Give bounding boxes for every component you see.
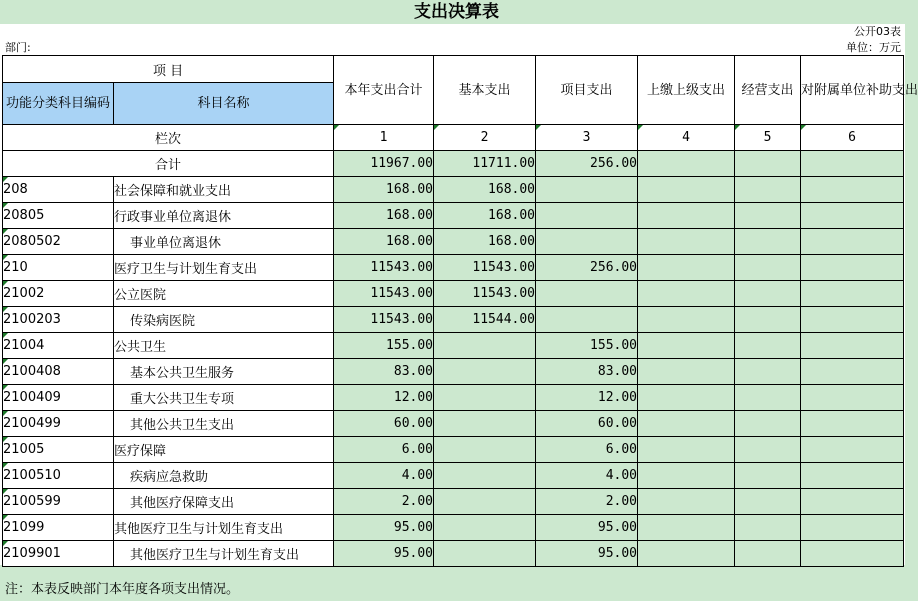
table-row bbox=[3, 281, 904, 307]
value-cell[interactable] bbox=[801, 333, 904, 359]
code-cell[interactable]: 2100599 bbox=[3, 489, 114, 515]
value-cell[interactable] bbox=[638, 411, 735, 437]
value-cell[interactable] bbox=[801, 255, 904, 281]
name-cell[interactable]: 医疗卫生与计划生育支出 bbox=[114, 255, 334, 281]
value-cell[interactable] bbox=[735, 281, 801, 307]
col-header-operating[interactable]: 经营支出 bbox=[735, 56, 801, 125]
form-id: 公开03表 bbox=[854, 25, 901, 38]
project-header[interactable]: 项 目 bbox=[3, 56, 334, 83]
value-cell[interactable]: 155.00 bbox=[334, 333, 434, 359]
col-header-project[interactable]: 项目支出 bbox=[536, 56, 638, 125]
name-cell[interactable]: 其他医疗卫生与计划生育支出 bbox=[114, 515, 334, 541]
value-cell[interactable] bbox=[801, 281, 904, 307]
value-cell[interactable] bbox=[434, 489, 536, 515]
total-cell[interactable] bbox=[801, 151, 904, 177]
code-cell[interactable]: 2109901 bbox=[3, 541, 114, 567]
value-cell[interactable] bbox=[638, 541, 735, 567]
value-cell[interactable] bbox=[638, 463, 735, 489]
value-cell[interactable] bbox=[735, 489, 801, 515]
value-cell[interactable] bbox=[536, 281, 638, 307]
value-cell[interactable] bbox=[638, 437, 735, 463]
code-cell[interactable]: 2100499 bbox=[3, 411, 114, 437]
code-cell[interactable]: 2100409 bbox=[3, 385, 114, 411]
code-cell[interactable]: 21099 bbox=[3, 515, 114, 541]
name-cell[interactable]: 重大公共卫生专项 bbox=[114, 385, 334, 411]
value-cell[interactable]: 60.00 bbox=[536, 411, 638, 437]
name-cell[interactable]: 基本公共卫生服务 bbox=[114, 359, 334, 385]
code-cell[interactable]: 2100510 bbox=[3, 463, 114, 489]
value-cell[interactable] bbox=[638, 177, 735, 203]
value-cell[interactable] bbox=[735, 411, 801, 437]
value-cell[interactable] bbox=[638, 255, 735, 281]
code-cell[interactable]: 2100408 bbox=[3, 359, 114, 385]
value-cell[interactable] bbox=[638, 515, 735, 541]
value-cell[interactable]: 168.00 bbox=[334, 229, 434, 255]
value-cell[interactable] bbox=[638, 203, 735, 229]
value-cell[interactable]: 6.00 bbox=[536, 437, 638, 463]
total-cell[interactable]: 256.00 bbox=[536, 151, 638, 177]
code-cell[interactable]: 20805 bbox=[3, 203, 114, 229]
value-cell[interactable] bbox=[735, 333, 801, 359]
name-cell[interactable]: 医疗保障 bbox=[114, 437, 334, 463]
value-cell[interactable] bbox=[801, 229, 904, 255]
value-cell[interactable]: 12.00 bbox=[334, 385, 434, 411]
table-row bbox=[3, 437, 904, 463]
value-cell[interactable]: 155.00 bbox=[536, 333, 638, 359]
col-number[interactable]: 6 bbox=[801, 125, 904, 151]
value-cell[interactable] bbox=[536, 229, 638, 255]
table-row bbox=[3, 541, 904, 567]
value-cell[interactable]: 83.00 bbox=[334, 359, 434, 385]
table-row bbox=[3, 177, 904, 203]
value-cell[interactable]: 11543.00 bbox=[334, 307, 434, 333]
total-label[interactable]: 合计 bbox=[3, 151, 334, 177]
value-cell[interactable] bbox=[801, 541, 904, 567]
value-cell[interactable] bbox=[801, 463, 904, 489]
value-cell[interactable]: 83.00 bbox=[536, 359, 638, 385]
col-number[interactable]: 2 bbox=[434, 125, 536, 151]
col-number[interactable]: 1 bbox=[334, 125, 434, 151]
value-cell[interactable] bbox=[434, 541, 536, 567]
value-cell[interactable]: 168.00 bbox=[434, 229, 536, 255]
value-cell[interactable]: 256.00 bbox=[536, 255, 638, 281]
value-cell[interactable] bbox=[735, 177, 801, 203]
value-cell[interactable]: 60.00 bbox=[334, 411, 434, 437]
table-row bbox=[3, 255, 904, 281]
value-cell[interactable]: 168.00 bbox=[434, 177, 536, 203]
col-header-upper[interactable]: 上缴上级支出 bbox=[638, 56, 735, 125]
table-row bbox=[3, 359, 904, 385]
value-cell[interactable] bbox=[801, 437, 904, 463]
value-cell[interactable] bbox=[434, 359, 536, 385]
value-cell[interactable] bbox=[638, 385, 735, 411]
value-cell[interactable] bbox=[801, 515, 904, 541]
value-cell[interactable] bbox=[434, 463, 536, 489]
table-row bbox=[3, 307, 904, 333]
value-cell[interactable]: 12.00 bbox=[536, 385, 638, 411]
sheet-title: 支出决算表 bbox=[414, 2, 499, 22]
code-cell[interactable]: 208 bbox=[3, 177, 114, 203]
name-cell[interactable]: 公立医院 bbox=[114, 281, 334, 307]
value-cell[interactable] bbox=[801, 411, 904, 437]
name-col-header[interactable]: 科目名称 bbox=[114, 83, 334, 125]
value-cell[interactable]: 168.00 bbox=[434, 203, 536, 229]
value-cell[interactable]: 2.00 bbox=[536, 489, 638, 515]
value-cell[interactable] bbox=[801, 385, 904, 411]
total-cell[interactable]: 11967.00 bbox=[334, 151, 434, 177]
value-cell[interactable] bbox=[434, 333, 536, 359]
col-number[interactable]: 3 bbox=[536, 125, 638, 151]
value-cell[interactable] bbox=[735, 229, 801, 255]
value-cell[interactable]: 11543.00 bbox=[434, 281, 536, 307]
total-cell[interactable] bbox=[735, 151, 801, 177]
code-cell[interactable]: 21005 bbox=[3, 437, 114, 463]
value-cell[interactable]: 95.00 bbox=[334, 515, 434, 541]
code-cell[interactable]: 21002 bbox=[3, 281, 114, 307]
value-cell[interactable] bbox=[735, 463, 801, 489]
value-cell[interactable]: 6.00 bbox=[334, 437, 434, 463]
value-cell[interactable]: 95.00 bbox=[536, 541, 638, 567]
value-cell[interactable] bbox=[735, 307, 801, 333]
table-row bbox=[3, 515, 904, 541]
value-cell[interactable] bbox=[536, 203, 638, 229]
value-cell[interactable] bbox=[735, 359, 801, 385]
name-cell[interactable]: 事业单位离退休 bbox=[114, 229, 334, 255]
value-cell[interactable] bbox=[735, 203, 801, 229]
value-cell[interactable]: 95.00 bbox=[334, 541, 434, 567]
table-row bbox=[3, 489, 904, 515]
value-cell[interactable] bbox=[801, 307, 904, 333]
col-number[interactable]: 5 bbox=[735, 125, 801, 151]
table-row bbox=[3, 229, 904, 255]
table-row bbox=[3, 463, 904, 489]
name-cell[interactable]: 公共卫生 bbox=[114, 333, 334, 359]
value-cell[interactable]: 4.00 bbox=[334, 463, 434, 489]
name-cell[interactable]: 行政事业单位离退休 bbox=[114, 203, 334, 229]
name-cell[interactable]: 其他医疗保障支出 bbox=[114, 489, 334, 515]
table-row bbox=[3, 333, 904, 359]
value-cell[interactable] bbox=[801, 203, 904, 229]
value-cell[interactable]: 95.00 bbox=[536, 515, 638, 541]
lanci-label[interactable]: 栏次 bbox=[3, 125, 334, 151]
value-cell[interactable] bbox=[434, 515, 536, 541]
name-cell[interactable]: 社会保障和就业支出 bbox=[114, 177, 334, 203]
value-cell[interactable]: 11543.00 bbox=[334, 281, 434, 307]
value-cell[interactable] bbox=[536, 307, 638, 333]
value-cell[interactable] bbox=[434, 385, 536, 411]
total-row bbox=[3, 151, 904, 177]
value-cell[interactable] bbox=[801, 489, 904, 515]
value-cell[interactable] bbox=[638, 359, 735, 385]
value-cell[interactable] bbox=[735, 515, 801, 541]
name-cell[interactable]: 其他公共卫生支出 bbox=[114, 411, 334, 437]
code-col-header[interactable]: 功能分类科目编码 bbox=[3, 83, 114, 125]
total-cell[interactable]: 11711.00 bbox=[434, 151, 536, 177]
footnote: 注：本表反映部门本年度各项支出情况。 bbox=[5, 582, 240, 597]
col-header-total[interactable]: 本年支出合计 bbox=[334, 56, 434, 125]
total-cell[interactable] bbox=[638, 151, 735, 177]
value-cell[interactable] bbox=[536, 177, 638, 203]
value-cell[interactable] bbox=[434, 411, 536, 437]
value-cell[interactable] bbox=[735, 255, 801, 281]
table-row bbox=[3, 411, 904, 437]
value-cell[interactable] bbox=[638, 333, 735, 359]
unit-label: 单位：万元 bbox=[846, 41, 901, 54]
value-cell[interactable] bbox=[801, 177, 904, 203]
value-cell[interactable] bbox=[434, 437, 536, 463]
col-header-basic[interactable]: 基本支出 bbox=[434, 56, 536, 125]
value-cell[interactable] bbox=[735, 541, 801, 567]
value-cell[interactable]: 4.00 bbox=[536, 463, 638, 489]
value-cell[interactable] bbox=[638, 229, 735, 255]
value-cell[interactable] bbox=[735, 437, 801, 463]
value-cell[interactable]: 11543.00 bbox=[334, 255, 434, 281]
table-row bbox=[3, 385, 904, 411]
value-cell[interactable]: 168.00 bbox=[334, 177, 434, 203]
name-cell[interactable]: 传染病医院 bbox=[114, 307, 334, 333]
code-cell[interactable]: 21004 bbox=[3, 333, 114, 359]
value-cell[interactable] bbox=[801, 359, 904, 385]
table-row bbox=[3, 203, 904, 229]
name-cell[interactable]: 疾病应急救助 bbox=[114, 463, 334, 489]
expenditure-table bbox=[2, 55, 918, 567]
value-cell[interactable] bbox=[638, 307, 735, 333]
name-cell[interactable]: 其他医疗卫生与计划生育支出 bbox=[114, 541, 334, 567]
col-header-subsidy[interactable]: 对附属单位补助支出 bbox=[801, 56, 904, 125]
code-cell[interactable]: 2100203 bbox=[3, 307, 114, 333]
col-number[interactable]: 4 bbox=[638, 125, 735, 151]
value-cell[interactable]: 168.00 bbox=[334, 203, 434, 229]
code-cell[interactable]: 2080502 bbox=[3, 229, 114, 255]
code-cell[interactable]: 210 bbox=[3, 255, 114, 281]
value-cell[interactable] bbox=[638, 489, 735, 515]
value-cell[interactable] bbox=[735, 385, 801, 411]
value-cell[interactable]: 2.00 bbox=[334, 489, 434, 515]
value-cell[interactable] bbox=[638, 281, 735, 307]
dept-label: 部门: bbox=[5, 41, 31, 54]
value-cell[interactable]: 11544.00 bbox=[434, 307, 536, 333]
value-cell[interactable]: 11543.00 bbox=[434, 255, 536, 281]
